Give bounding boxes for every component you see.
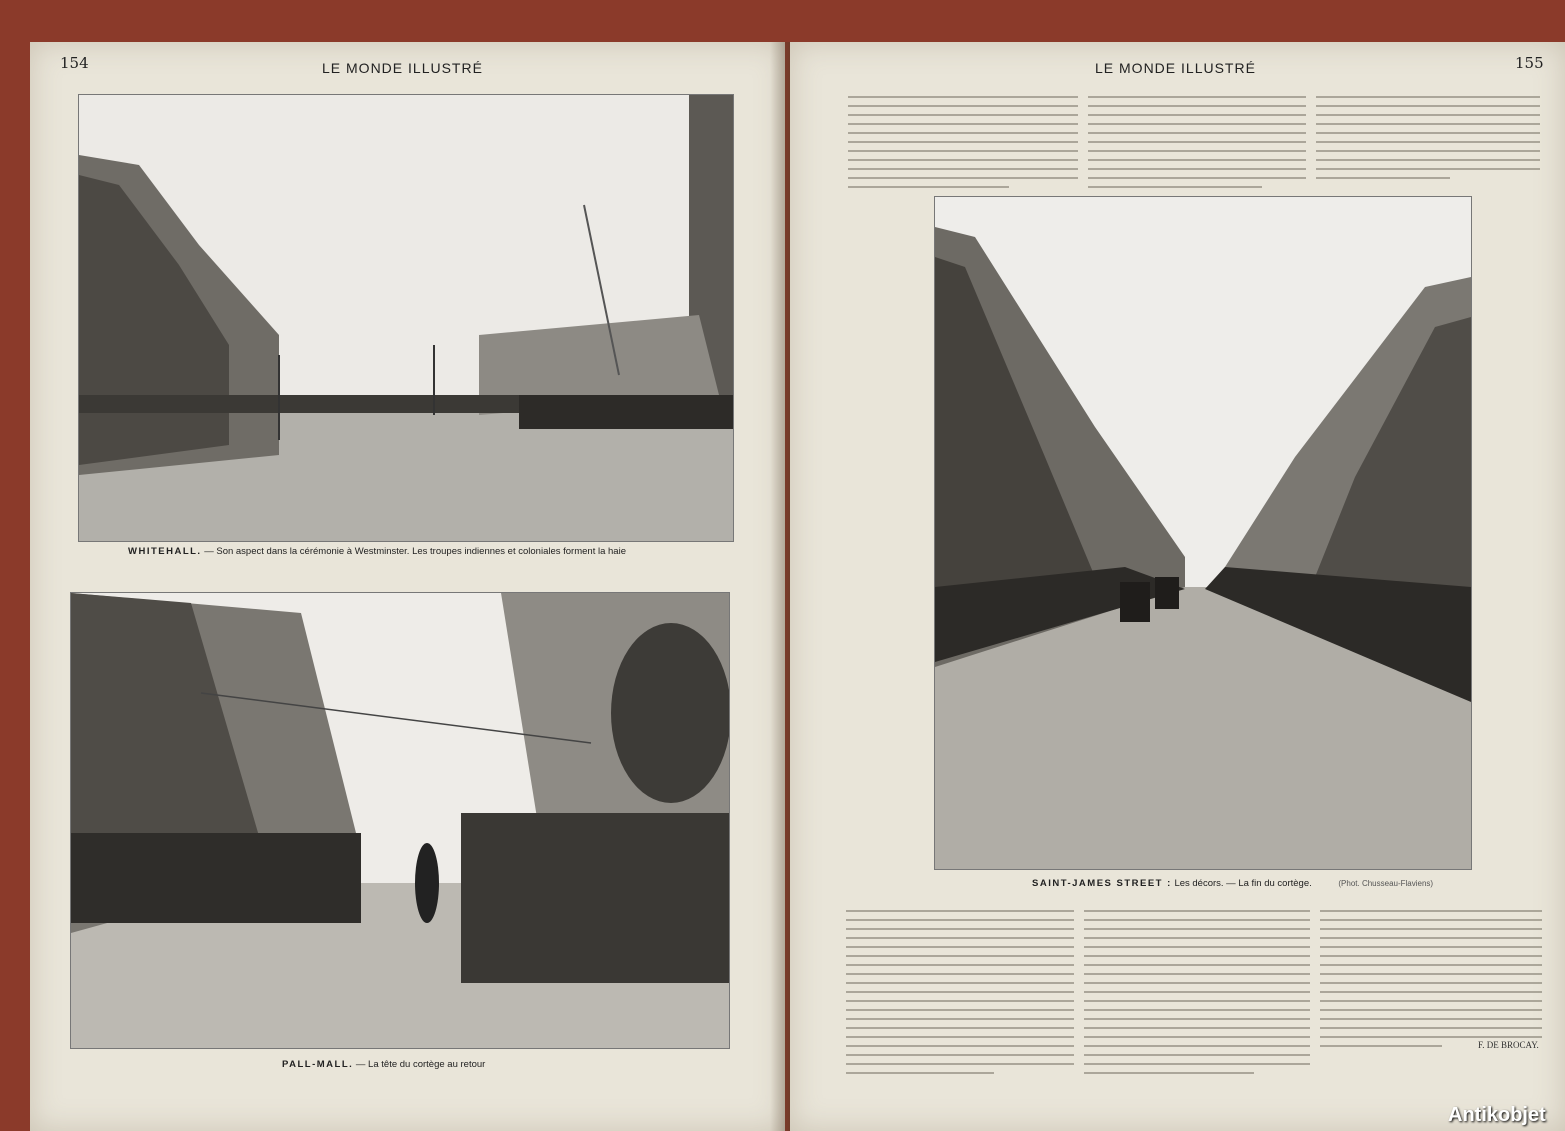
caption-pall-mall-title: PALL-MALL. (282, 1059, 354, 1070)
photo-whitehall-image (79, 95, 733, 541)
caption-whitehall-title: WHITEHALL. (128, 546, 202, 557)
photo-saint-james-image (935, 197, 1471, 869)
photo-pall-mall (70, 592, 730, 1049)
caption-saint-james (1032, 878, 1433, 889)
caption-pall-mall (282, 1059, 485, 1070)
text-column-top-1 (848, 96, 1078, 195)
text-column-bottom-3 (1320, 910, 1542, 1054)
masthead-left: LE MONDE ILLUSTRÉ (322, 60, 483, 76)
caption-saint-james-text: Les décors. — La fin du cortège. (1174, 878, 1312, 889)
photo-whitehall (78, 94, 734, 542)
text-column-top-3 (1316, 96, 1540, 186)
text-column-top-2 (1088, 96, 1306, 195)
caption-whitehall-text: — Son aspect dans la cérémonie à Westminster. Les troupes indiennes et coloniales forment la haie (204, 546, 626, 557)
photo-credit: (Phot. Chusseau-Flaviens) (1338, 879, 1434, 888)
page-number-right: 155 (1515, 54, 1544, 72)
caption-saint-james-title: SAINT-JAMES STREET : (1032, 878, 1172, 889)
author-signature: F. DE BROCAY. (1478, 1040, 1539, 1050)
caption-pall-mall-text: — La tête du cortège au retour (355, 1059, 486, 1070)
photo-pall-mall-image (71, 593, 729, 1048)
page-number-left: 154 (60, 54, 89, 72)
text-column-bottom-2 (1084, 910, 1310, 1081)
photo-saint-james-street (934, 196, 1472, 870)
caption-whitehall (128, 546, 626, 557)
text-column-bottom-1 (846, 910, 1074, 1081)
masthead-right: LE MONDE ILLUSTRÉ (1095, 60, 1256, 76)
watermark: Antikobjet (1448, 1104, 1546, 1126)
